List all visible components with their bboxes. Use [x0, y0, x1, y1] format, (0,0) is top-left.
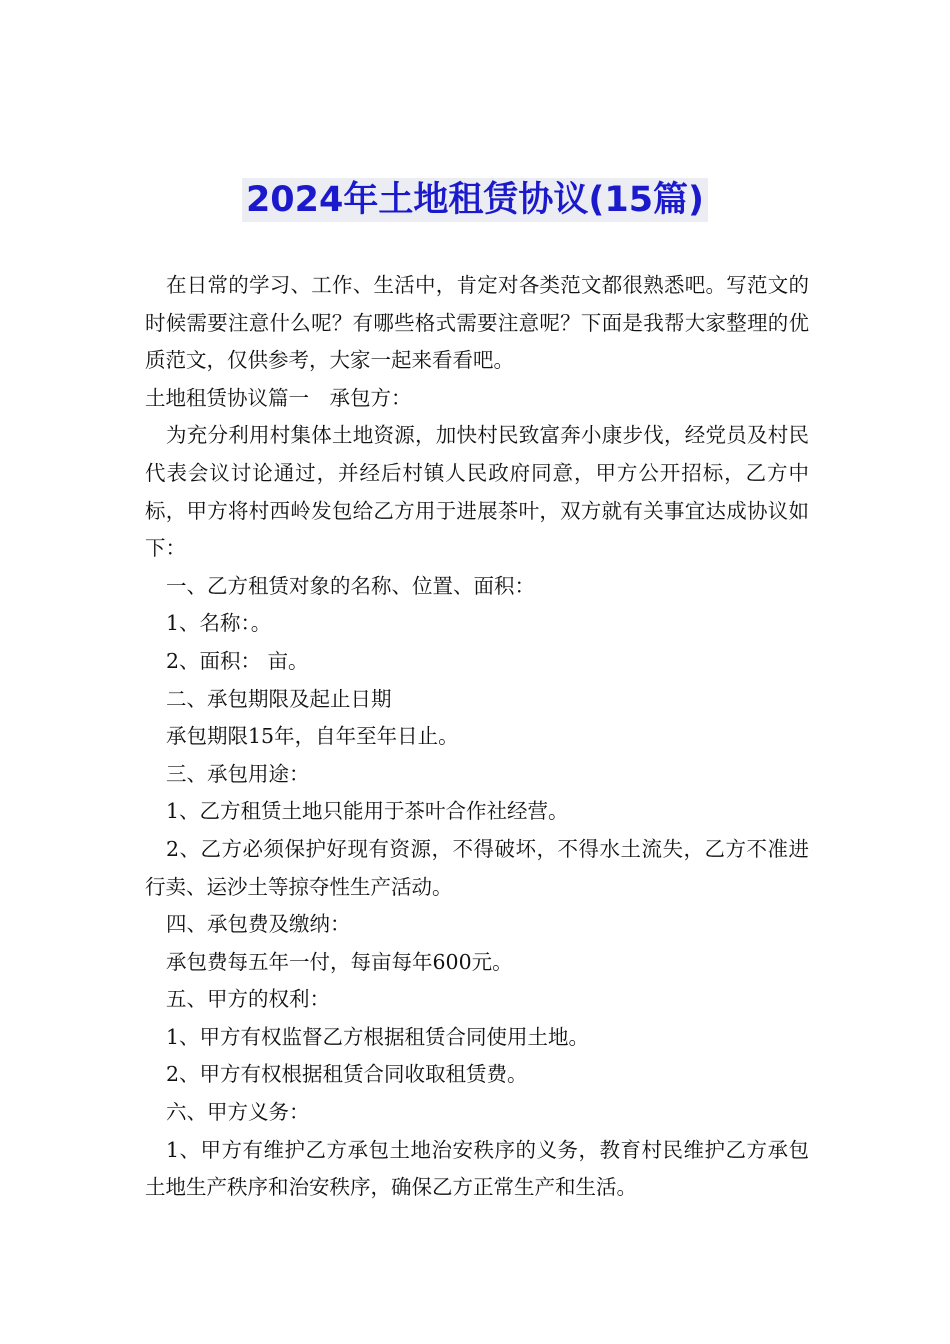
clause-item: 2、乙方必须保护好现有资源，不得破坏，不得水土流失，乙方不准进行卖、运沙土等掠夺性生产活动。	[145, 836, 809, 899]
clause-item: 1、甲方有权监督乙方根据租赁合同使用土地。	[166, 1024, 590, 1049]
clause-item: 1、甲方有维护乙方承包土地治安秩序的义务，教育村民维护乙方承包土地生产秩序和治安秩序，确保乙方正常生产和生活。	[145, 1137, 809, 1200]
clause-item: 1、名称：。	[166, 611, 272, 636]
document-body	[145, 267, 809, 1207]
paragraph: 在日常的学习、工作、生活中，肯定对各类范文都很熟悉吧。写范文的时候需要注意什么呢？有哪些格式需要注意呢？下面是我帮大家整理的优质范文，仅供参考，大家一起来看看吧。	[145, 273, 809, 373]
clause-item: 承包期限15年，自年至年日止。	[166, 724, 459, 749]
paragraph: 为充分利用村集体土地资源，加快村民致富奔小康步伐，经党员及村民代表会议讨论通过，并经后村镇人民政府同意，甲方公开招标，乙方中标，甲方将村西岭发包给乙方用于进展茶叶，双方就有关事宜达成协议如下：	[145, 423, 809, 561]
clause-item: 承包费每五年一付，每亩每年600元。	[166, 949, 513, 974]
section-heading: 土地租赁协议篇一 承包方：	[145, 385, 412, 410]
clause-heading: 三、承包用途：	[166, 761, 310, 786]
title-container	[0, 178, 950, 222]
document-title: 2024年土地租赁协议(15篇)	[242, 178, 708, 222]
clause-heading: 一、乙方租赁对象的名称、位置、面积：	[166, 573, 535, 598]
clause-heading: 二、承包期限及起止日期	[166, 686, 392, 711]
clause-heading: 四、承包费及缴纳：	[166, 912, 351, 937]
clause-item: 1、乙方租赁土地只能用于茶叶合作社经营。	[166, 799, 569, 824]
clause-heading: 五、甲方的权利：	[166, 987, 330, 1012]
clause-heading: 六、甲方义务：	[166, 1100, 310, 1125]
clause-item: 2、甲方有权根据租赁合同收取租赁费。	[166, 1062, 528, 1087]
clause-item: 2、面积： 亩。	[166, 648, 309, 673]
